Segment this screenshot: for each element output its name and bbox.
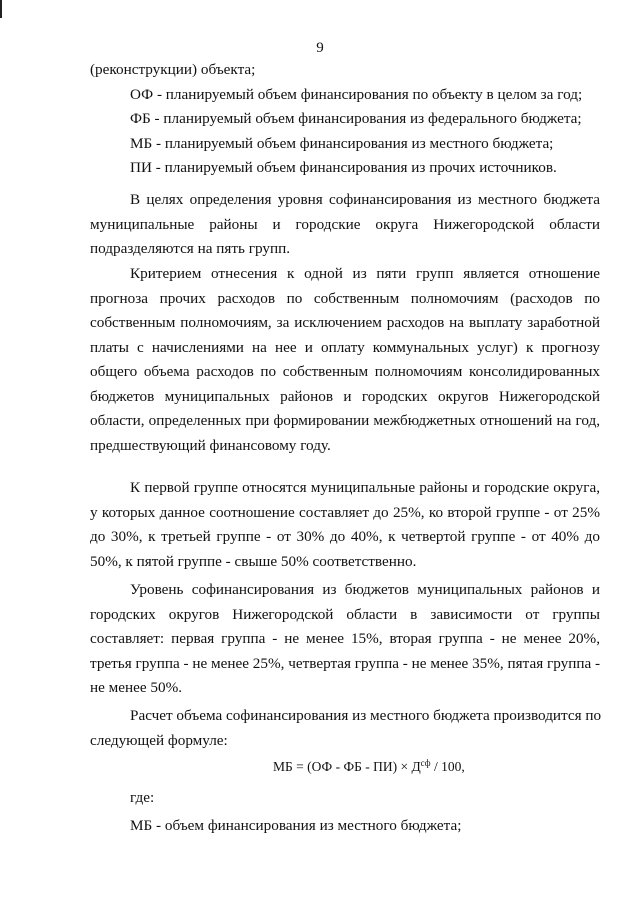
paragraph-calc bbox=[90, 704, 600, 753]
cofinancing-formula bbox=[273, 758, 465, 775]
paragraph-line: составляет: первая группа - не менее 15%, вторая группа - не менее 20%, bbox=[90, 630, 600, 647]
paragraph-line: муниципальные районы и городские округа Нижегородской области bbox=[90, 215, 600, 233]
definition-fb: ФБ - планируемый объем финансирования из федерального бюджета; bbox=[130, 110, 582, 127]
scan-edge-mark bbox=[0, 0, 2, 18]
definition-mb: МБ - планируемый объем финансирования из местного бюджета; bbox=[130, 134, 554, 152]
definition-of: ОФ - планируемый объем финансирования по объекту в целом за год; bbox=[130, 85, 583, 103]
where-label: где: bbox=[130, 789, 155, 806]
paragraph-line: собственным полномочиям, за исключением расходов на выплату заработной bbox=[90, 314, 600, 331]
definitions-bottom-block bbox=[90, 786, 600, 841]
paragraph-line: 50%, к пятой группе - свыше 50% соответственно. bbox=[90, 552, 417, 570]
paragraph-line: до 30%, к третьей группе - от 30% до 40%, к четвертой группе - от 40% до bbox=[90, 528, 600, 545]
paragraph-line: у которых данное соотношение составляет до 25%, ко второй группе - от 25% bbox=[90, 503, 600, 521]
paragraph-line: не менее 50%. bbox=[90, 679, 183, 696]
paragraph-line: следующей формуле: bbox=[90, 731, 228, 749]
definition-pi: ПИ - планируемый объем финансирования из прочих источников. bbox=[130, 159, 557, 176]
paragraph-line: Критерием отнесения к одной из пяти групп является отношение bbox=[130, 265, 600, 282]
paragraph-level bbox=[90, 578, 600, 701]
paragraph-line: области, определенных при формировании межбюджетных отношений на год, bbox=[90, 412, 600, 429]
paragraph-line: В целях определения уровня софинансирования из местного бюджета bbox=[130, 191, 600, 208]
paragraph-line: прогноза прочих расходов по собственным полномочиям (расходов по bbox=[90, 289, 600, 307]
text-line: (реконструкции) объекта; bbox=[90, 61, 256, 78]
paragraph-first-group bbox=[90, 476, 600, 574]
paragraph-line: К первой группе относятся муниципальные районы и городские округа, bbox=[130, 479, 600, 496]
page-number: 9 bbox=[316, 40, 324, 56]
formula-main: МБ = (ОФ - ФБ - ПИ) × Д bbox=[273, 759, 421, 774]
definition-mb-volume: МБ - объем финансирования из местного бюджета; bbox=[130, 816, 462, 834]
paragraph-line: общего объема расходов по собственным полномочиям консолидированных bbox=[90, 363, 600, 380]
paragraph-line: предшествующий финансовому году. bbox=[90, 436, 331, 454]
paragraph-groups bbox=[90, 188, 600, 262]
paragraph-line: подразделяются на пять групп. bbox=[90, 240, 291, 257]
formula-superscript: сф bbox=[420, 758, 431, 768]
paragraph-line: Расчет объема софинансирования из местного бюджета производится по bbox=[130, 707, 602, 724]
paragraph-line: Уровень софинансирования из бюджетов муниципальных районов и bbox=[130, 581, 600, 598]
paragraph-criterion bbox=[90, 262, 600, 458]
paragraph-line: платы с начислениями на нее и оплату коммунальных услуг) к прогнозу bbox=[90, 338, 600, 356]
definitions-top-block bbox=[90, 58, 600, 181]
paragraph-line: бюджетов муниципальных районов и городских округов Нижегородской bbox=[90, 387, 600, 405]
paragraph-line: городских округов Нижегородской области в зависимости от группы bbox=[90, 605, 600, 623]
paragraph-line: третья группа - не менее 25%, четвертая группа - не менее 35%, пятая группа - bbox=[90, 654, 601, 672]
formula-tail: / 100, bbox=[430, 759, 465, 774]
